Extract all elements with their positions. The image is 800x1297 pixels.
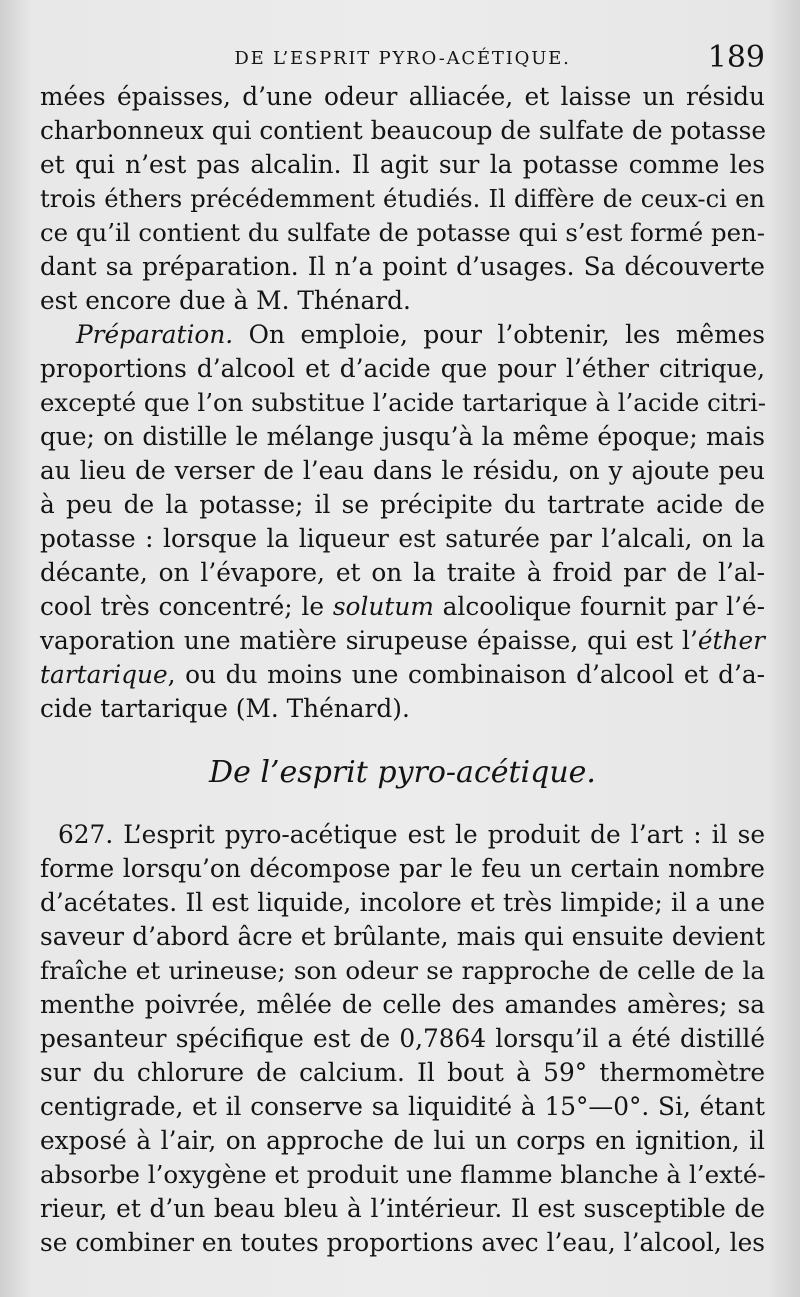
text-line: décante, on l’évapore, et on la traite à froid par de l’al- [40,558,765,587]
text-line: excepté que l’on substitue l’acide tartarique à l’acide citri- [40,388,767,417]
italic-term: solutum [332,592,434,621]
text-line [76,318,765,352]
text-span: vaporation une matière sirupeuse épaisse, qui est l’ [40,626,698,655]
italic-lead: Préparation. [76,320,234,349]
text-line: se combiner en toutes proportions avec l’eau, l’alcool, les [40,1228,765,1257]
text-line: pesanteur spécifique est de 0,7864 lorsqu’il a été distillé [40,1024,765,1053]
text-line: cide tartarique (M. Thénard). [40,694,410,723]
text-line: sur du chlorure de calcium. Il bout à 59° thermomètre [40,1058,765,1087]
text-line [40,590,765,624]
text-line: mées épaisses, d’une odeur alliacée, et laisse un résidu [40,82,765,111]
text-line: que; on distille le mélange jusqu’à la même époque; mais [40,422,765,451]
text-line: forme lorsqu’on décompose par le feu un certain nombre [40,854,765,883]
text-line: rieur, et d’un beau bleu à l’intérieur. Il est susceptible de [40,1194,765,1223]
text-line [40,624,765,658]
text-line [40,658,765,692]
text-line: au lieu de verser de l’eau dans le résidu, on y ajoute peu [40,456,765,485]
italic-term: éther [697,626,765,655]
page-header [40,40,765,80]
text-line: ce qu’il contient du sulfate de potasse qui s’est formé pen- [40,218,765,247]
text-line: à peu de la potasse; il se précipite du tartrate acide de [40,490,765,519]
text-line: charbonneux qui contient beaucoup de sulfate de potasse [40,116,767,145]
page-number: 189 [707,40,765,75]
text-line: et qui n’est pas alcalin. Il agit sur la potasse comme les [40,150,765,179]
text-span: alcoolique fournit par l’é- [433,592,766,621]
text-line: centigrade, et il conserve sa liquidité à 15°—0°. Si, étant [40,1092,765,1121]
text-line: exposé à l’air, on approche de lui un corps en ignition, il [40,1126,765,1155]
text-line: potasse : lorsque la liqueur est saturée par l’alcali, on la [40,524,765,553]
running-head: DE L’ESPRIT PYRO-ACÉTIQUE. [234,48,571,69]
text-line: fraîche et urineuse; son odeur se rapproche de celle de la [40,956,765,985]
text-line: trois éthers précédemment étudiés. Il diffère de ceux-ci en [40,185,765,213]
text-span: cool très concentré; le [40,592,333,621]
text-line: menthe poivrée, mêlée de celle des amandes amères; sa [40,990,765,1019]
section-heading: De l’esprit pyro-acétique. [209,755,596,790]
text-line: d’acétates. Il est liquide, incolore et très limpide; il a une [40,888,765,917]
text-line: est encore due à M. Thénard. [40,286,411,315]
text-line: saveur d’abord âcre et brûlante, mais qui ensuite devient [40,922,765,951]
text-line: proportions d’alcool et d’acide que pour l’éther citrique, [40,354,765,383]
italic-term: tartarique [40,660,168,689]
text-line: dant sa préparation. Il n’a point d’usages. Sa découverte [40,252,765,281]
text-span: On emploie, pour l’obtenir, les mêmes [233,320,765,349]
text-line: 627. L’esprit pyro-acétique est le produit de l’art : il se [58,820,765,849]
text-span: , ou du moins une combinaison d’alcool et d’a- [167,660,765,689]
text-line: absorbe l’oxygène et produit une flamme blanche à l’exté- [40,1160,766,1189]
